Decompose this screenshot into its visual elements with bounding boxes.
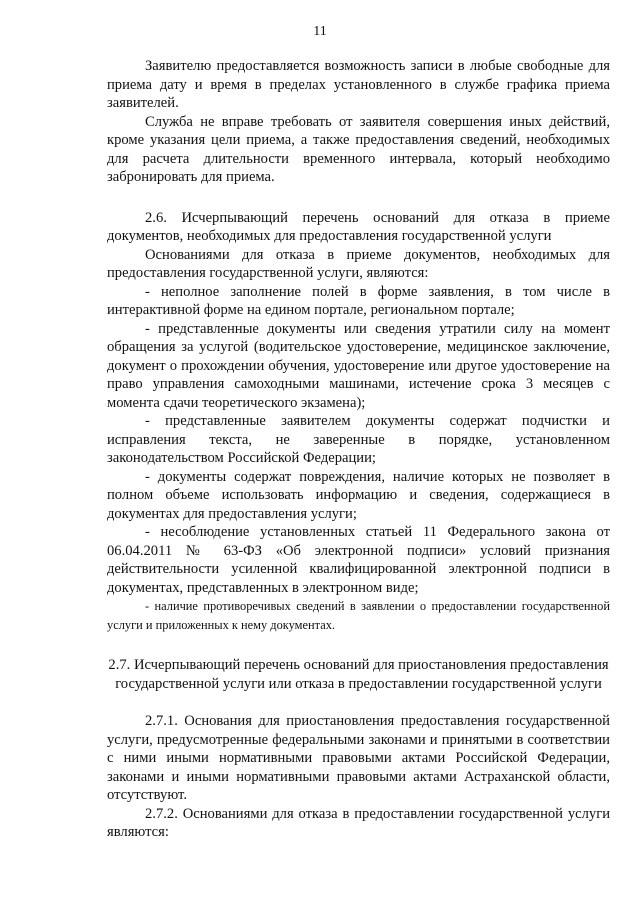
section-heading-2-7: 2.7. Исчерпывающий перечень оснований для приостановления предоставления государственной услуги или отказа в предоставлении государственной услуги bbox=[108, 657, 609, 692]
paragraph-service-restrictions: Служба не вправе требовать от заявителя совершения иных действий, кроме указания цели приема, а также предоставления сведений, необходимых для расчета длительности временного интервала, который необходимо забронировать для приема. bbox=[107, 113, 610, 185]
paragraph-refusal-grounds-intro: Основаниями для отказа в приеме документов, необходимых для предоставления государственной услуги, являются: bbox=[107, 246, 610, 281]
document-body bbox=[107, 57, 610, 842]
list-item-expired-documents: - представленные документы или сведения утратили силу на момент обращения за услугой (водительское удостоверение, медицинское заключение, документ о прохождении обучения, удостоверение или другое удостоверение на право управления самоходными машинами, истечение срока 3 месяцев с момента сдачи теоретического экзамена); bbox=[107, 320, 610, 411]
list-item-incomplete-form: - неполное заполнение полей в форме заявления, в том числе в интерактивной форме на едином портале, региональном портале; bbox=[107, 283, 610, 318]
paragraph-appointment-booking: Заявителю предоставляется возможность записи в любые свободные для приема дату и время в пределах установленного в службе графика приема заявителей. bbox=[107, 58, 610, 111]
list-item-contradictory-info: - наличие противоречивых сведений в заявлении о предоставлении государственной услуги и приложенных к нему документах. bbox=[107, 599, 610, 632]
paragraph-2-7-2: 2.7.2. Основаниями для отказа в предоставлении государственной услуги являются: bbox=[107, 805, 610, 840]
section-heading-2-6: 2.6. Исчерпывающий перечень оснований для отказа в приеме документов, необходимых для предоставления государственной услуги bbox=[107, 209, 610, 244]
list-item-corrections: - представленные заявителем документы содержат подчистки и исправления текста, не заверенные в порядке, установленном законодательством Российской Федерации; bbox=[107, 413, 610, 466]
paragraph-2-7-1: 2.7.1. Основания для приостановления предоставления государственной услуги, предусмотренные федеральными законами и принятыми в соответствии с ними иными нормативными правовыми актами Российской Федерации, законами и иными нормативными правовыми актами Астраханской области, отсутствуют. bbox=[107, 713, 610, 803]
page-number: 11 bbox=[313, 24, 327, 39]
list-item-damaged-documents: - документы содержат повреждения, наличие которых не позволяет в полном объеме использовать информацию и сведения, содержащиеся в документах для предоставления услуги; bbox=[107, 468, 610, 522]
list-item-signature-invalid: - несоблюдение установленных статьей 11 Федерального закона от 06.04.2011 № 63-ФЗ «Об электронной подписи» условий признания действительности усиленной квалифицированной электронной подписи в документах, представленных в электронном виде; bbox=[107, 524, 610, 596]
